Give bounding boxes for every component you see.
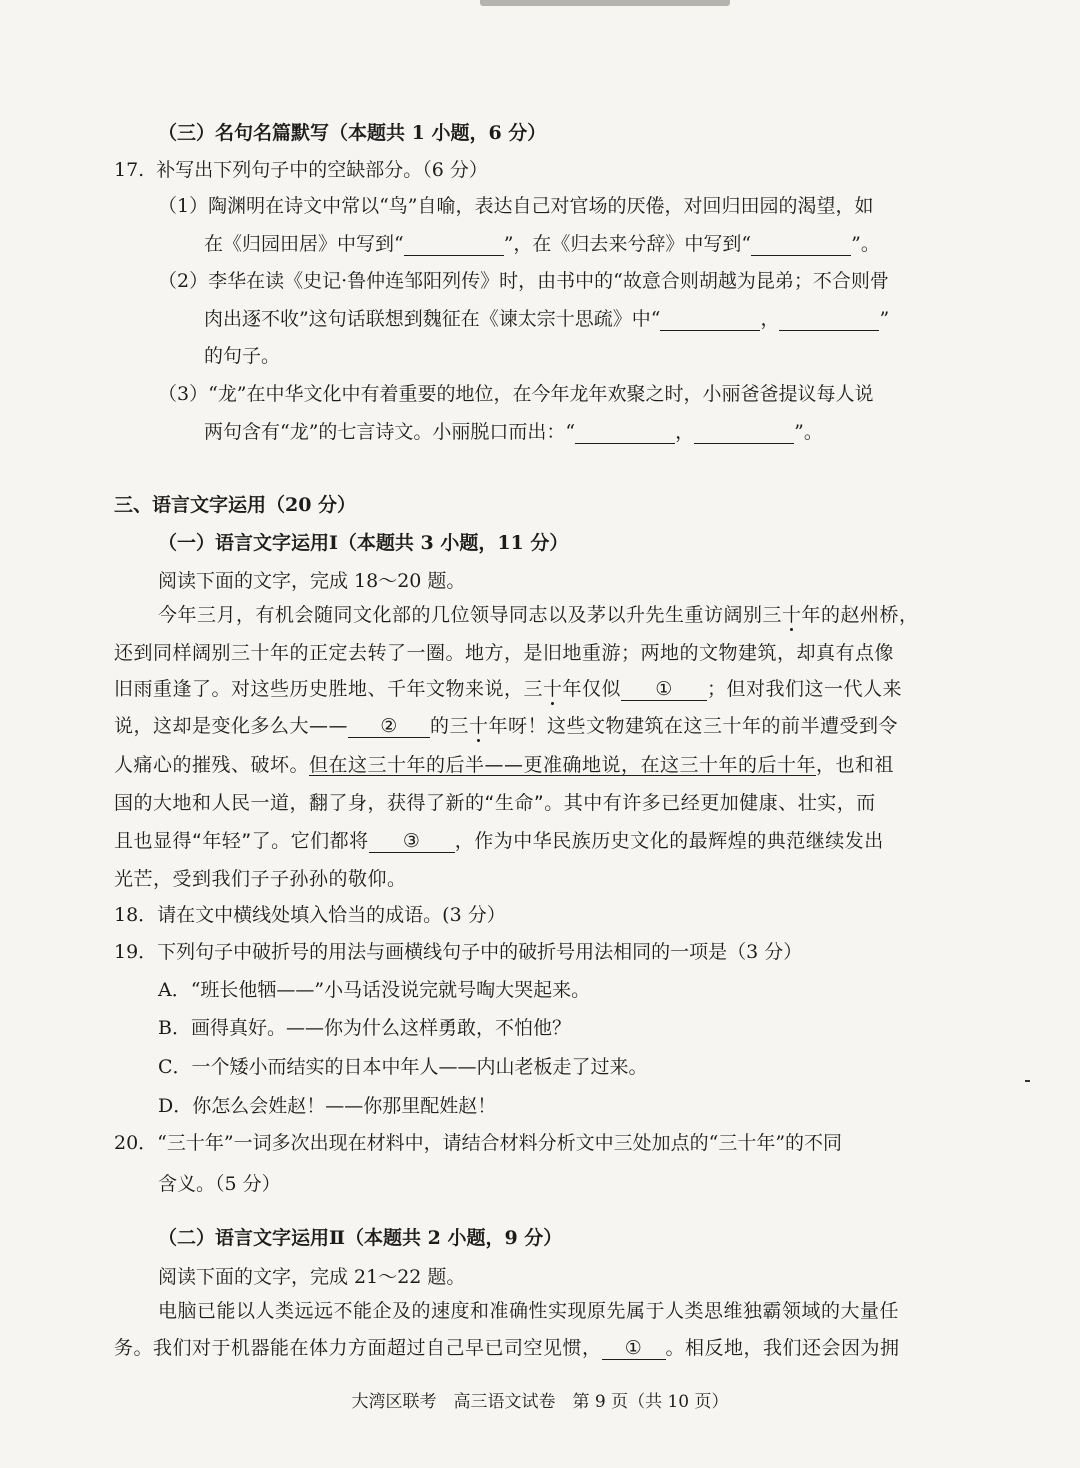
q17-part3-line1: （3）“龙”在中华文化中有着重要的地位，在今年龙年欢聚之时，小丽爸爸提议每人说 [158,383,874,405]
passage2-line1: 电脑已能以人类远远不能企及的速度和准确性实现原先属于人类思维独霸领域的大量任 [158,1300,900,1322]
q17-part3-line2: 两句含有“龙”的七言诗文。小丽脱口而出：“ ， ”。 [204,421,823,443]
dotted-term: 三十年 [523,678,583,700]
passage1-line3: 旧雨重逢了。对这些历史胜地、千年文物来说，三十年仅似 ① ；但对我们这一代人来 [114,678,903,700]
question-20-line2: 含义。（5 分） [158,1173,281,1195]
sub2-instruction: 阅读下面的文字，完成 21～22 题。 [158,1266,466,1288]
sub2-title: （二）语言文字运用Ⅱ（本题共 2 小题，9 分） [158,1227,563,1249]
q17-part2-line2: 肉出逐不收”这句话联想到魏征在《谏太宗十思疏》中“ ， ” [204,308,890,330]
scan-edge-mark [480,0,730,6]
passage1-line1: 今年三月，有机会随同文化部的几位领导同志以及茅以升先生重访阔别三十年的赵州桥， [158,604,919,626]
answer-blank[interactable] [660,309,760,331]
question-17-stem: 17. 补写出下列句子中的空缺部分。（6 分） [114,159,488,181]
answer-blank[interactable] [694,422,794,444]
blank-3[interactable]: ③ [369,831,455,853]
q19-option-b[interactable]: B．画得真好。——你为什么这样勇敢，不怕他？ [158,1017,571,1039]
passage2-line2: 务。我们对于机器能在体力方面超过自己早已司空见惯， ① 。相反地，我们还会因为拥 [114,1337,900,1359]
passage1-line4: 说，这却是变化多么大—— ② 的三十年呀！这些文物建筑在这三十年的前半遭受到令 [114,715,899,737]
blank-1[interactable]: ① [621,679,707,701]
question-18: 18．请在文中横线处填入恰当的成语。(3 分） [114,904,506,926]
passage1-line2: 还到同样阔别三十年的正定去转了一圈。地方，是旧地重游；两地的文物建筑，却真有点像 [114,642,895,664]
sub1-instruction: 阅读下面的文字，完成 18～20 题。 [158,570,466,592]
q17-part2-line3: 的句子。 [204,345,281,367]
section-heading-famous-lines: （三）名句名篇默写（本题共 1 小题，6 分） [158,122,547,144]
answer-blank[interactable] [779,309,879,331]
passage1-line6: 国的大地和人民一道，翻了身，获得了新的“生命”。其中有许多已经更加健康、壮实，而 [114,792,876,814]
underlined-sentence: 但在这三十年的后半——更准确地说，在这三十年的后十年 [309,754,817,776]
passage1-line7: 且也显得“年轻”了。它们都将 ③ ，作为中华民族历史文化的最辉煌的典范继续发出 [114,830,884,852]
passage1-line8: 光芒，受到我们子子孙孙的敬仰。 [114,868,407,890]
q19-option-d[interactable]: D．你怎么会姓赵！——你那里配姓赵！ [158,1095,497,1117]
answer-blank[interactable] [575,422,675,444]
part3-title: 三、语言文字运用（20 分） [114,494,357,516]
dotted-term: 三十年 [762,604,822,626]
q17-part2-line1: （2）李华在读《史记·鲁仲连邹阳列传》时，由书中的“故意合则胡越为昆弟；不合则骨 [158,270,889,292]
passage1-line5: 人痛心的摧残、破坏。但在这三十年的后半——更准确地说，在这三十年的后十年，也和祖 [114,754,895,776]
page-footer: 大湾区联考 高三语文试卷 第 9 页（共 10 页） [351,1392,729,1412]
dotted-term: 三十年 [449,715,509,737]
question-20-line1: 20．“三十年”一词多次出现在材料中，请结合材料分析文中三处加点的“三十年”的不同 [114,1132,843,1154]
q19-option-a[interactable]: A．“班长他牺——”小马话没说完就号啕大哭起来。 [158,979,591,1001]
q17-part1-line1: （1）陶渊明在诗文中常以“鸟”自喻，表达自己对官场的厌倦，对回归田园的渴望，如 [158,195,874,217]
answer-blank[interactable] [751,234,851,256]
scan-speck [1025,1080,1030,1082]
question-19-stem: 19．下列句子中破折号的用法与画横线句子中的破折号用法相同的一项是（3 分） [114,941,803,963]
blank-2[interactable]: ② [348,716,430,738]
sub1-title: （一）语言文字运用Ⅰ（本题共 3 小题，11 分） [158,532,569,554]
answer-blank[interactable] [404,234,504,256]
blank-1[interactable]: ① [602,1338,666,1360]
q17-part1-line2: 在《归园田居》中写到“ ”，在《归去来兮辞》中写到“ ”。 [204,233,880,255]
q19-option-c[interactable]: C．一个矮小而结实的日本中年人——内山老板走了过来。 [158,1056,648,1078]
